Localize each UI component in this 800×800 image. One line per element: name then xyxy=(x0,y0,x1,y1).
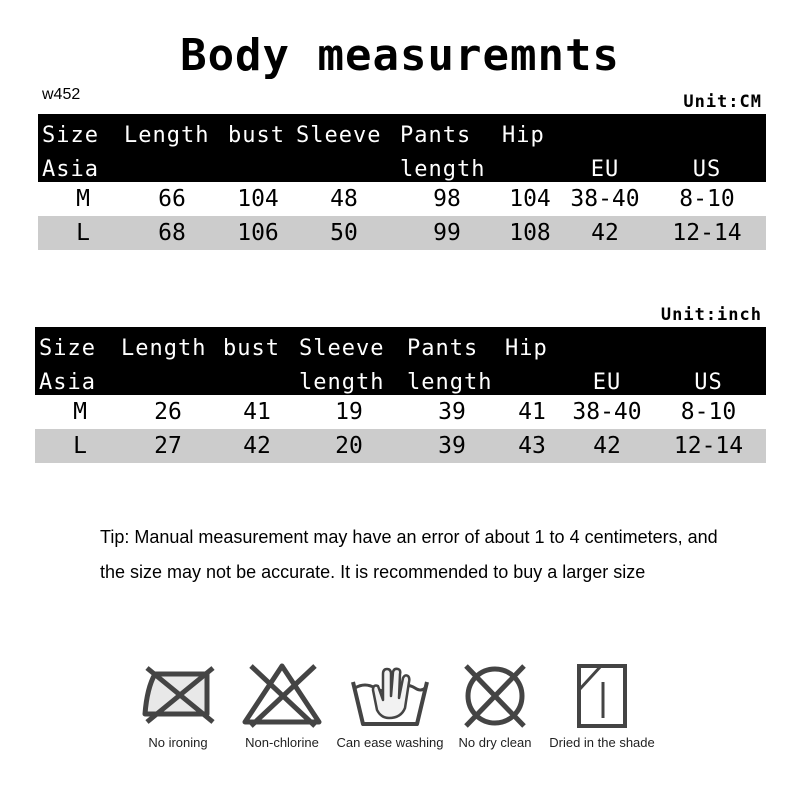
table-cell: 42 xyxy=(243,433,271,459)
table-cell: 66 xyxy=(158,186,186,212)
header-cell: Sleeve xyxy=(296,123,382,148)
table-cell: 68 xyxy=(158,220,186,246)
table-cell: 104 xyxy=(509,186,551,212)
header-cell: bust xyxy=(223,336,280,361)
header-cell: Asia xyxy=(39,370,96,395)
table-cell: 48 xyxy=(330,186,358,212)
table-cell: 50 xyxy=(330,220,358,246)
header-cell xyxy=(562,114,648,148)
header-cell xyxy=(224,148,292,182)
header-cell xyxy=(219,361,295,395)
header-cell: Length xyxy=(124,123,210,148)
table-header-row xyxy=(38,114,766,148)
table-cell: 99 xyxy=(433,220,461,246)
table-cell: 27 xyxy=(154,433,182,459)
header-cell: EU xyxy=(592,370,622,395)
header-cell: Sleeve xyxy=(299,336,385,361)
table-cell: 41 xyxy=(243,399,271,425)
header-cell xyxy=(563,327,651,361)
header-cell: US xyxy=(694,370,723,395)
care-label: No ironing xyxy=(148,735,208,750)
page-title: Body measuremnts xyxy=(180,30,620,81)
measurement-tip: Tip: Manual measurement may have an error of about 1 to 4 centimeters, and the size may not be accurate. It is recommended to buy a larger size xyxy=(100,527,718,582)
table-cell: 39 xyxy=(438,433,466,459)
header-cell: Pants xyxy=(400,123,472,148)
header-cell xyxy=(120,148,224,182)
table-cell: M xyxy=(73,399,87,425)
care-item-hand-wash xyxy=(330,660,450,760)
header-cell: Hip xyxy=(502,123,545,148)
table-cell: 8-10 xyxy=(680,399,737,425)
table-cell: 98 xyxy=(433,186,461,212)
non-chlorine-icon xyxy=(237,660,327,730)
table-cell: 42 xyxy=(591,220,619,246)
no-ironing-icon xyxy=(133,660,223,730)
table-cell: 8-10 xyxy=(679,186,735,212)
header-cell: Length xyxy=(121,336,207,361)
header-cell: Hip xyxy=(505,336,548,361)
care-label: Dried in the shade xyxy=(549,735,655,750)
table-row xyxy=(38,216,766,250)
header-cell xyxy=(501,361,563,395)
header-cell: length xyxy=(400,157,486,182)
table-cell: L xyxy=(73,433,87,459)
care-item-no-ironing xyxy=(118,660,238,760)
care-label: Non-chlorine xyxy=(245,735,319,750)
product-code: w452 xyxy=(42,86,81,103)
table-cell: 12-14 xyxy=(673,433,744,459)
care-label: No dry clean xyxy=(458,735,532,750)
care-item-non-chlorine xyxy=(222,660,342,760)
care-item-no-dry-clean xyxy=(435,660,555,760)
care-item-dry-in-shade xyxy=(542,660,662,760)
table-cell: 104 xyxy=(237,186,279,212)
header-cell: Size xyxy=(42,123,99,148)
care-label: Can ease washing xyxy=(336,735,444,750)
table-header-row xyxy=(38,148,766,182)
header-cell xyxy=(651,327,766,361)
table-cell: 38-40 xyxy=(570,186,640,212)
header-cell: Size xyxy=(39,336,96,361)
table-cell: 38-40 xyxy=(572,399,642,425)
table-cell: 19 xyxy=(335,399,363,425)
header-cell: US xyxy=(692,157,722,182)
dry-in-shade-icon xyxy=(557,660,647,730)
header-cell xyxy=(292,148,396,182)
table-cell: 42 xyxy=(593,433,621,459)
size-table-inch xyxy=(35,327,766,463)
unit-label-cm: Unit:CM xyxy=(683,92,762,112)
header-cell: length xyxy=(299,370,385,395)
header-cell: bust xyxy=(228,123,285,148)
header-cell: Pants xyxy=(407,336,479,361)
header-cell: Asia xyxy=(42,157,99,182)
table-row xyxy=(35,429,766,463)
table-cell: 41 xyxy=(518,399,546,425)
header-cell: EU xyxy=(590,157,620,182)
table-header-row xyxy=(35,327,766,361)
table-cell: 26 xyxy=(154,399,182,425)
table-row xyxy=(38,182,766,216)
table-cell: L xyxy=(76,220,90,246)
table-row xyxy=(35,395,766,429)
header-cell xyxy=(648,114,766,148)
table-cell: 12-14 xyxy=(672,220,742,246)
unit-label-inch: Unit:inch xyxy=(660,305,762,325)
table-header-row xyxy=(35,361,766,395)
table-cell: 43 xyxy=(518,433,546,459)
no-dry-clean-icon xyxy=(450,660,540,730)
size-table-cm xyxy=(38,114,766,250)
table-cell: 20 xyxy=(335,433,363,459)
header-cell: length xyxy=(407,370,493,395)
hand-wash-icon xyxy=(345,660,435,730)
table-cell: M xyxy=(76,186,90,212)
table-cell: 106 xyxy=(237,220,279,246)
table-cell: 39 xyxy=(438,399,466,425)
header-cell xyxy=(498,148,562,182)
header-cell xyxy=(117,361,219,395)
table-cell: 108 xyxy=(509,220,551,246)
